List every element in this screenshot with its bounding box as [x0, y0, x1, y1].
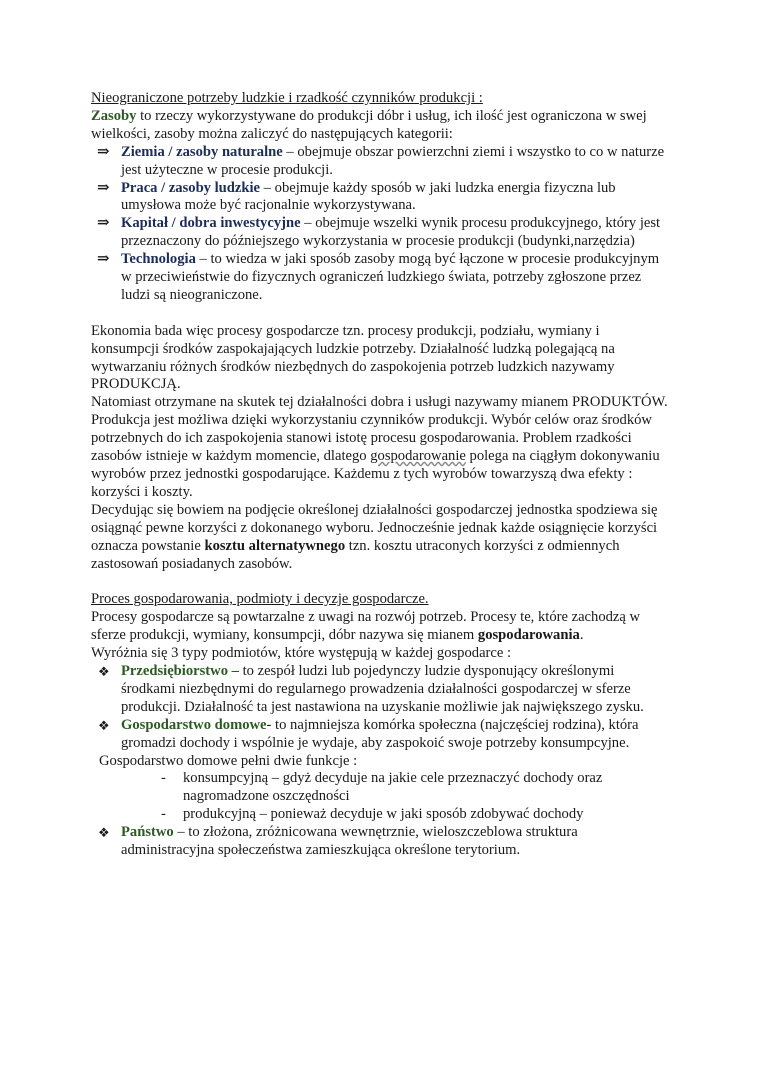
paragraph: Wyróżnia się 3 typy podmiotów, które występują w każdej gospodarce :	[91, 645, 512, 662]
paragraph-text: .	[579, 627, 584, 644]
list-item	[91, 663, 671, 717]
paragraph	[91, 502, 671, 574]
paragraph: Gospodarstwo domowe pełni dwie funkcje :	[99, 752, 358, 769]
term: Gospodarstwo domowe	[121, 716, 267, 733]
item-text: produkcyjną – ponieważ decyduje w jaki sposób zdobywać dochody	[183, 806, 584, 823]
item-text: konsumpcyjną – gdyż decyduje na jakie cele przeznaczyć dochody oraz nagromadzone oszczędności	[183, 770, 603, 805]
section-heading: Proces gospodarowania, podmioty i decyzje gospodarcze.	[91, 591, 429, 608]
paragraph-text: Procesy gospodarcze są powtarzalne z uwagi na rozwój potrzeb. Procesy te, które zachodzą w sferze produkcji, wymiany, konsumpcji, dóbr nazywa się mianem	[91, 609, 641, 644]
paragraph-text: polega na ciągłym dokonywaniu wyrobów przez jednostki gospodarujące. Każdemu z tych wyrobów towarzyszą dwa efekty : korzyści i koszty.	[91, 448, 660, 500]
paragraph: Ekonomia bada więc procesy gospodarcze tzn. procesy produkcji, podziału, wymiany i konsumpcji środków zaspokajających ludzkie potrzeby. Działalność ludzką polegającą na wytwarzaniu różnych środków niezbędnych do zaspokojenia potrzeb ludzkich nazywamy PRODUKCJĄ.	[91, 322, 615, 393]
list-item	[91, 770, 671, 806]
diamond-bullet-icon: ❖	[98, 825, 110, 841]
term-koszt-alternatywny: kosztu alternatywnego	[204, 537, 346, 554]
item-text: – obejmuje obszar powierzchni ziemi i wszystko to co w naturze jest użyteczne w procesie produkcji.	[121, 143, 665, 178]
term: Technologia	[121, 251, 196, 268]
document-body	[91, 90, 671, 860]
paragraph	[91, 108, 671, 144]
paragraph	[91, 412, 671, 502]
dash-bullet: -	[161, 770, 166, 787]
list-item	[91, 180, 671, 216]
spacer	[91, 573, 671, 591]
list-item	[91, 251, 671, 305]
item-text: to zespół ludzi lub pojedynczy ludzie dysponujący określonymi środkami niezbędnymi do regularnego prowadzenia działalności gospodarczej w sferze produkcji. Działalność ta jest nastawiona na uzyskanie możliwie jak największego zysku.	[121, 662, 644, 715]
item-text: – to złożona, zróżnicowana wewnętrznie, wieloszczeblowa struktura administracyjna społeczeństwa zamieszkująca określone terytorium.	[121, 824, 578, 859]
arrow-icon: ⇒	[97, 143, 110, 160]
paragraph-text: Decydując się bowiem na podjęcie określonej działalności gospodarczej jednostka spodziewa się osiągnąć pewne korzyści z dokonanego wyboru. Jednocześnie jednak każde osiągnięcie korzyści oznacza powstanie	[91, 501, 658, 554]
item-text: - to najmniejsza komórka społeczna (najczęściej rodzina), która gromadzi dochody i wspólnie je wydaje, aby zaspokoić swoje potrzeby konsumpcyjne.	[121, 716, 639, 751]
item-text: – obejmuje wszelki wynik procesu produkcyjnego, który jest przeznaczony do późniejszego wykorzystania w procesie produkcji (budynki,narzędzia)	[121, 215, 661, 250]
paragraph: Natomiast otrzymane na skutek tej działalności dobra i usługi nazywamy mianem PRODUKTÓW.	[91, 394, 668, 411]
term: Praca / zasoby ludzkie	[121, 179, 261, 196]
paragraph-text: tzn. kosztu utraconych korzyści z odmiennych zastosowań posiadanych zasobów.	[91, 537, 620, 572]
term: Przedsiębiorstwo –	[121, 662, 239, 679]
diamond-bullet-icon: ❖	[98, 663, 110, 679]
paragraph	[91, 609, 671, 645]
list-item	[91, 144, 671, 180]
term: Kapitał / dobra inwestycyjne	[121, 215, 301, 232]
term-zasoby: Zasoby	[91, 107, 137, 124]
dash-bullet: -	[161, 806, 166, 823]
arrow-icon: ⇒	[97, 251, 110, 268]
term-gospodarowanie: gospodarowania	[477, 627, 580, 644]
arrow-icon: ⇒	[97, 215, 110, 232]
term: Państwo	[121, 824, 174, 841]
list-item	[91, 717, 671, 753]
spacer	[91, 305, 671, 323]
list-item	[91, 824, 671, 860]
item-text: – to wiedza w jaki sposób zasoby mogą być łączone w procesie produkcyjnym w przeciwieństwie do fizycznych ograniczeń ludzkiego świata, potrzeby zgłoszone przez ludzi są nieograniczone.	[121, 251, 660, 303]
diamond-bullet-icon: ❖	[98, 717, 110, 733]
paragraph-text: Produkcja jest możliwa dzięki wykorzystaniu czynników produkcji. Wybór celów oraz środków potrzebnych do ich zaspokojenia stanowi istotę procesu gospodarowania. Problem rzadkości zasobów istnieje w każdym momencie, dlatego	[91, 412, 652, 465]
list-item	[91, 806, 671, 824]
term: Ziemia / zasoby naturalne	[121, 143, 283, 160]
item-text: – obejmuje każdy sposób w jaki ludzka energia fizyczna lub umysłowa może być racjonalnie wykorzystywana.	[121, 179, 616, 214]
paragraph-text: to rzeczy wykorzystywane do produkcji dóbr i usług, ich ilość jest ograniczona w swej wielkości, zasoby można zaliczyć do następujących kategorii:	[91, 107, 647, 142]
arrow-icon: ⇒	[97, 179, 110, 196]
list-item	[91, 215, 671, 251]
section-heading: Nieograniczone potrzeby ludzkie i rzadkość czynników produkcji :	[91, 90, 483, 106]
spellcheck-word: gospodarowanie	[370, 448, 466, 465]
